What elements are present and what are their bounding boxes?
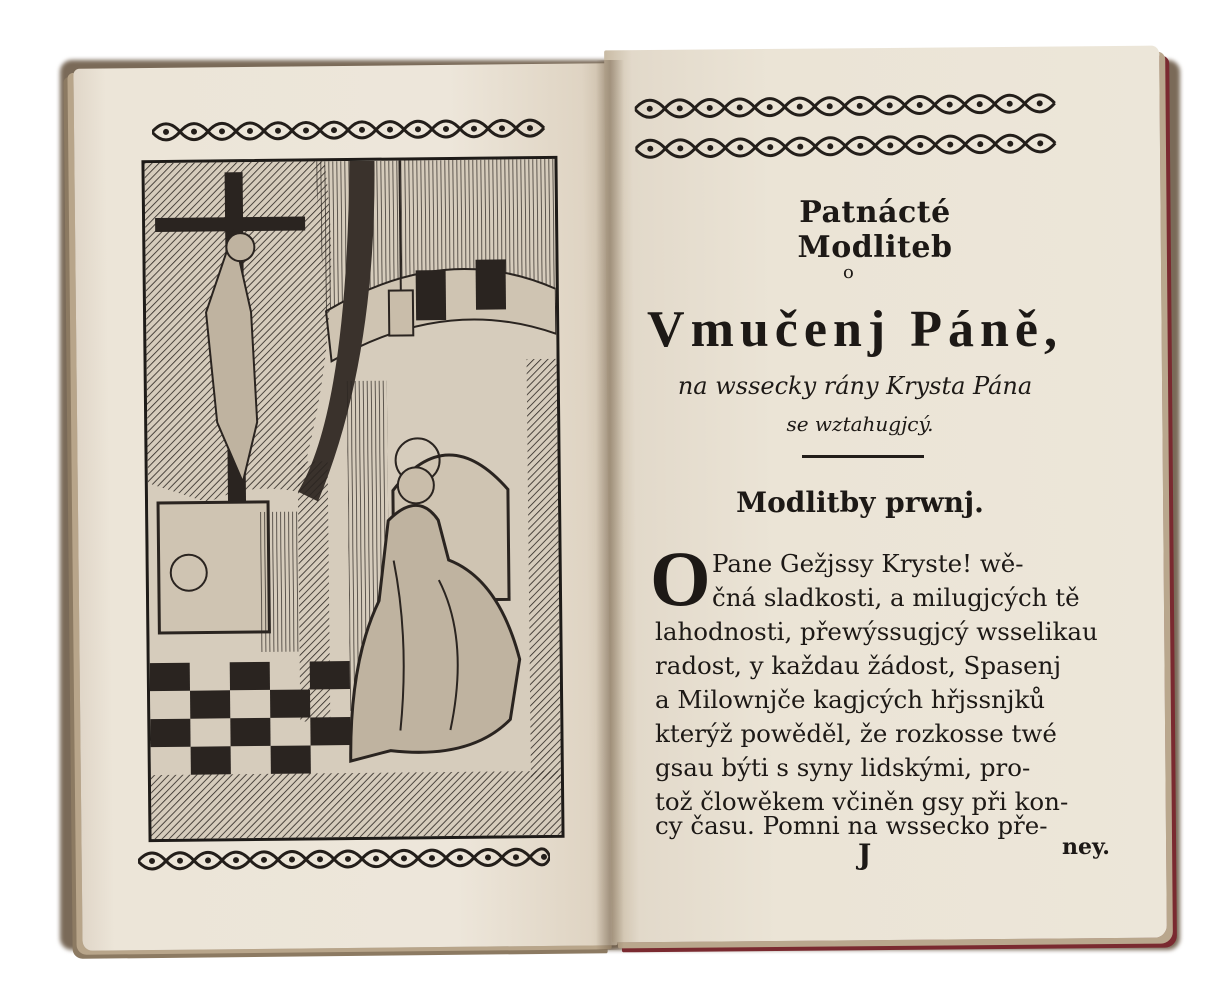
body-line: a Milownjče kagjcých hřjssnjků <box>655 685 1046 714</box>
body-line: kterýž powěděl, že rozkosse twé <box>655 719 1057 748</box>
body-line: cy času. Pomni na wssecko pře- <box>655 811 1048 840</box>
ornament-band-left-bottom <box>138 838 550 880</box>
body-line: čná sladkosti, a milugjcých tě <box>712 583 1080 612</box>
body-line: Pane Gežjssy Kryste! wě- <box>712 549 1024 578</box>
subtitle-line-1: na wssecky rány Krysta Pána <box>677 372 1033 400</box>
page-title-line-2: Vmučenj Páně, <box>647 301 1063 358</box>
section-heading: Modlitby prwnj. <box>736 486 984 519</box>
title-connector-o: o <box>843 262 854 283</box>
signature-mark: J <box>858 838 872 871</box>
ornament-band-right-top <box>634 83 1063 169</box>
woodcut-crucifixion-illustration <box>141 156 564 842</box>
body-line: radost, y každau žádost, Spasenj <box>655 651 1062 680</box>
body-line: gsau býti s syny lidskými, pro- <box>655 753 1031 782</box>
body-line: tož člowěkem včiněn gsy při kon- <box>655 787 1069 816</box>
drop-cap: O <box>650 535 711 622</box>
divider-rule <box>802 455 924 458</box>
page-title-line-1: Patnácté Modliteb <box>797 195 953 265</box>
catchword: ney. <box>1062 834 1110 860</box>
body-line: lahodnosti, přewýssugjcý wsselikau <box>655 617 1098 646</box>
subtitle-line-2: se wztahugjcý. <box>786 412 934 436</box>
book-gutter <box>596 60 624 950</box>
ornament-band-left-top <box>152 110 547 150</box>
